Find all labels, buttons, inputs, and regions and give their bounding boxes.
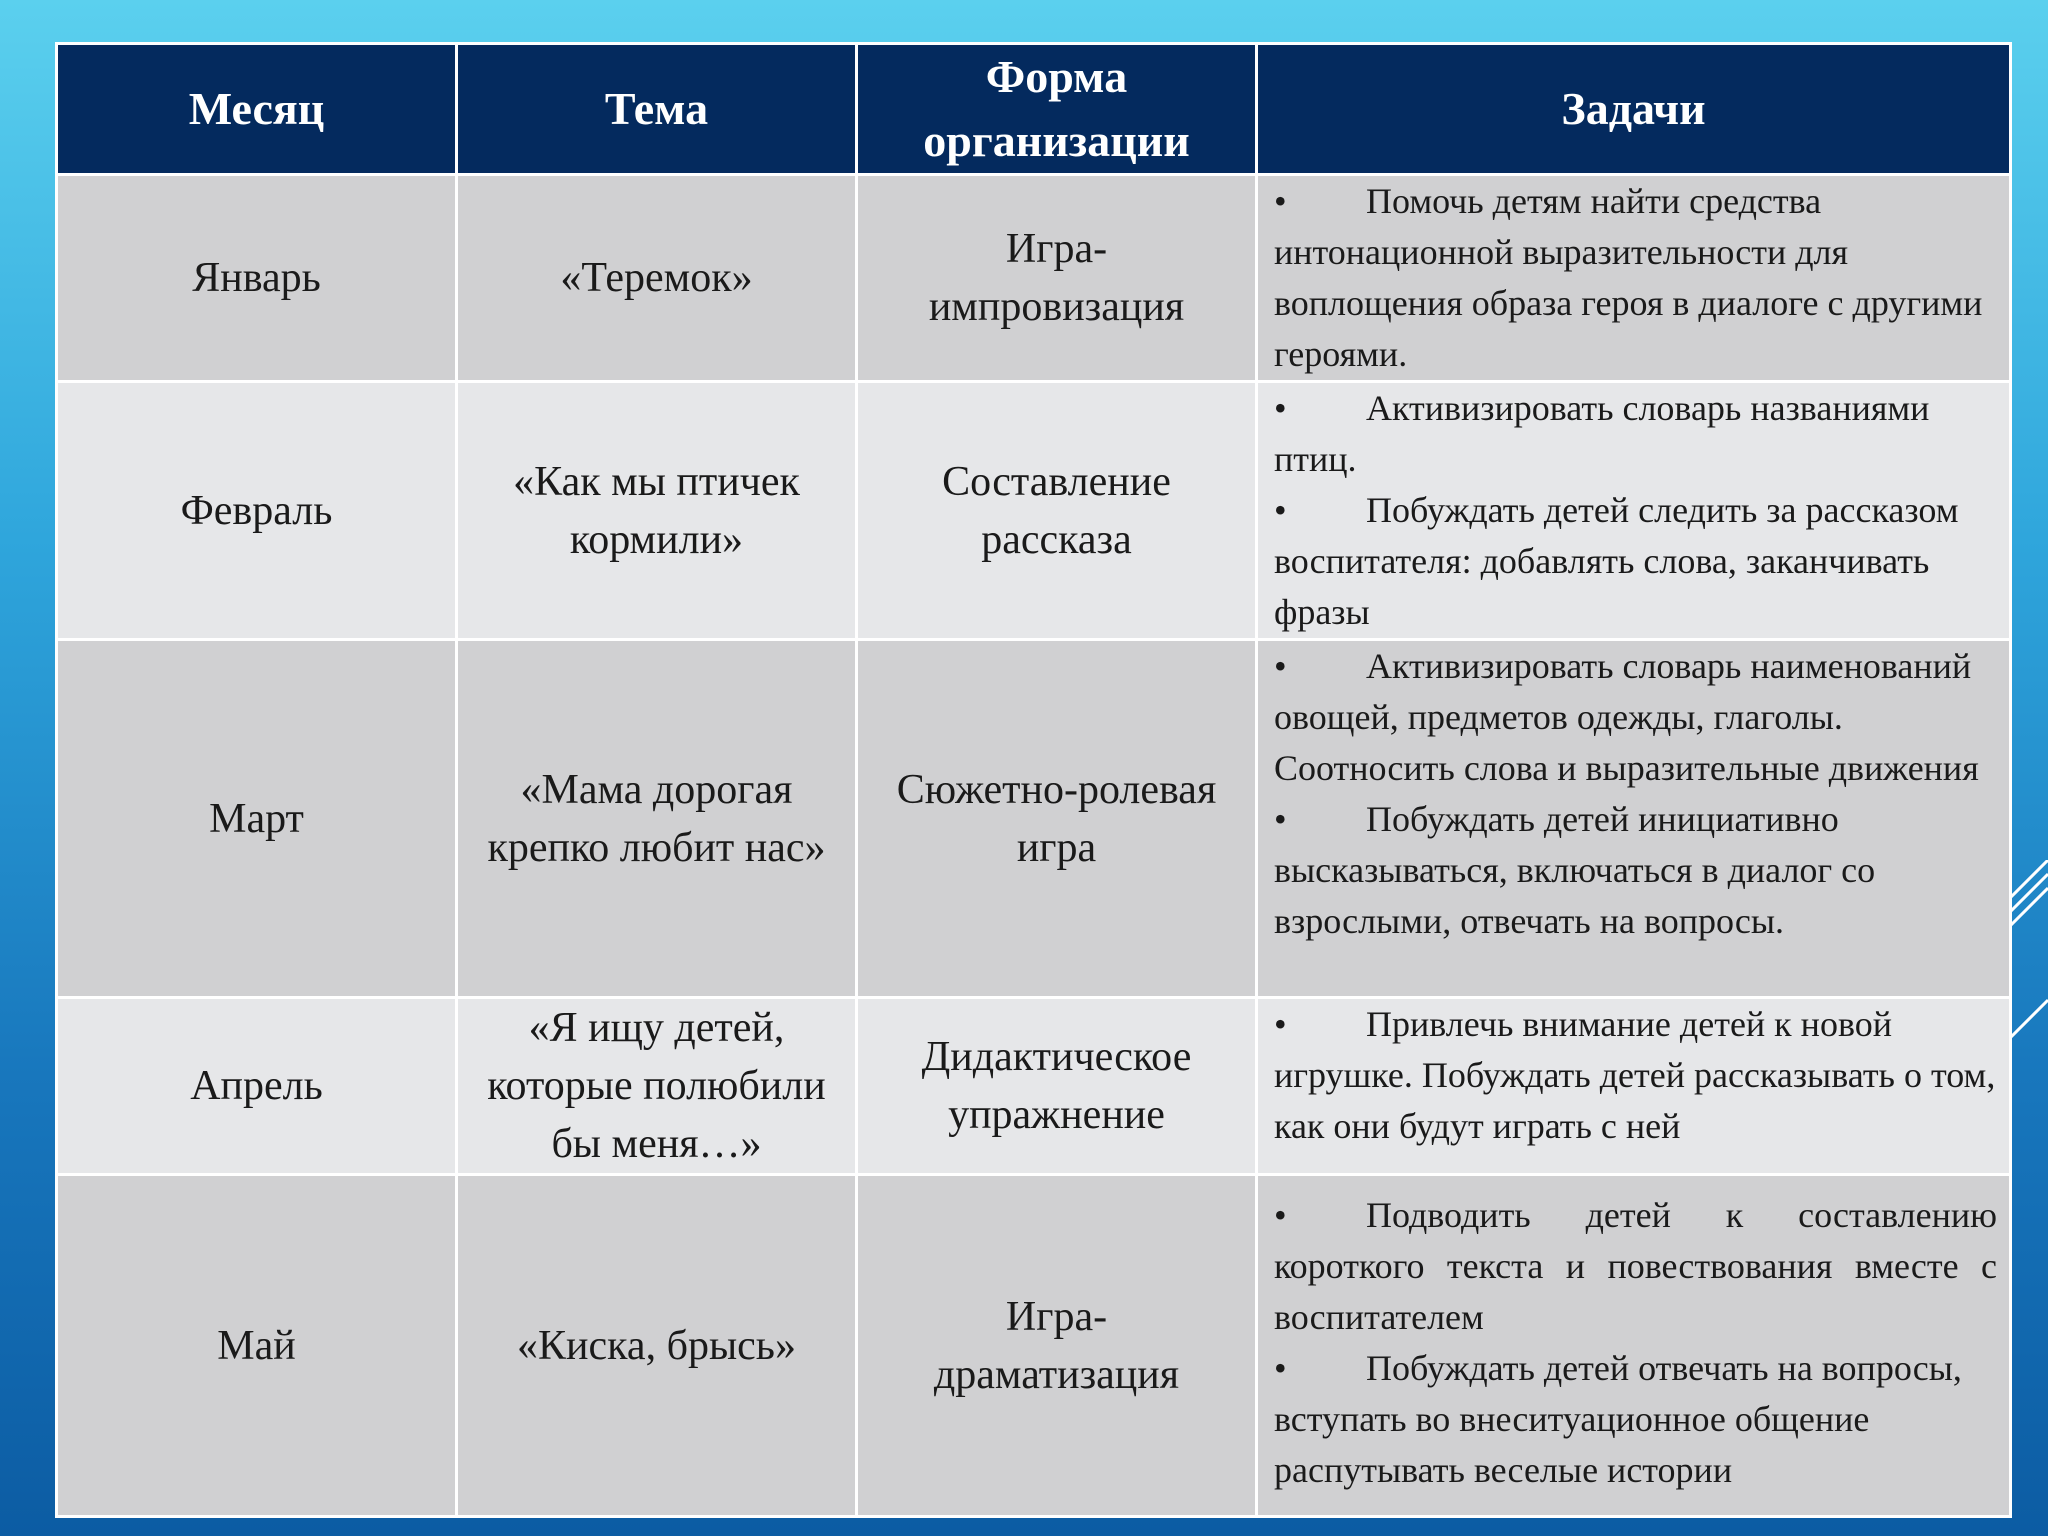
- table-row: [57, 382, 2011, 640]
- table-row: [57, 640, 2011, 998]
- bullet-icon: •: [1274, 1004, 1287, 1044]
- theme-cell: «Мама дорогая крепко любит нас»: [457, 640, 857, 998]
- form-cell: Составление рассказа: [857, 382, 1257, 640]
- month-cell: Февраль: [57, 382, 457, 640]
- table-row: [57, 175, 2011, 382]
- bullet-icon: •: [1274, 490, 1287, 530]
- theme-cell: «Я ищу детей, которые полюбили бы меня…»: [457, 998, 857, 1175]
- task-item: • Побуждать детей инициативно высказываться, включаться в диалог со взрослыми, отвечать на вопросы.: [1274, 794, 1997, 947]
- month-cell: Май: [57, 1175, 457, 1517]
- tasks-cell: [1257, 640, 2011, 998]
- table-row: [57, 1175, 2011, 1517]
- theme-cell: «Киска, брысь»: [457, 1175, 857, 1517]
- header-form: Форма организации: [857, 44, 1257, 175]
- tasks-cell: [1257, 998, 2011, 1175]
- bullet-icon: •: [1274, 646, 1287, 686]
- task-item: • Активизировать словарь названиями птиц.: [1274, 383, 1997, 485]
- header-theme: Тема: [457, 44, 857, 175]
- form-cell: Игра-импровизация: [857, 175, 1257, 382]
- task-item: • Помочь детям найти средства интонационной выразительности для воплощения образа героя в диалоге с другими героями.: [1274, 176, 1997, 380]
- task-item: • Побуждать детей следить за рассказом воспитателя: добавлять слова, заканчивать фразы: [1274, 485, 1997, 638]
- task-item: • Подводить детей к составлению короткого текста и повествования вместе с воспитателем: [1274, 1190, 1997, 1343]
- task-item: • Побуждать детей отвечать на вопросы, вступать во внеситуационное общение распутывать веселые истории: [1274, 1343, 1997, 1496]
- task-item: • Активизировать словарь наименований овощей, предметов одежды, глаголы. Соотносить слова и выразительные движения: [1274, 641, 1997, 794]
- month-cell: Апрель: [57, 998, 457, 1175]
- month-cell: Январь: [57, 175, 457, 382]
- table-row: [57, 998, 2011, 1175]
- lesson-plan-table: [55, 42, 2012, 1518]
- bullet-icon: •: [1274, 1195, 1287, 1235]
- tasks-cell: [1257, 382, 2011, 640]
- month-cell: Март: [57, 640, 457, 998]
- theme-cell: «Теремок»: [457, 175, 857, 382]
- table-header-row: [57, 44, 2011, 175]
- bullet-icon: •: [1274, 388, 1287, 428]
- header-month: Месяц: [57, 44, 457, 175]
- task-item: • Привлечь внимание детей к новой игрушке. Побуждать детей рассказывать о том, как они будут играть с ней: [1274, 999, 1997, 1152]
- bullet-icon: •: [1274, 1348, 1287, 1388]
- form-cell: Дидактическое упражнение: [857, 998, 1257, 1175]
- tasks-cell: [1257, 1175, 2011, 1517]
- theme-cell: «Как мы птичек кормили»: [457, 382, 857, 640]
- tasks-cell: [1257, 175, 2011, 382]
- form-cell: Игра-драматизация: [857, 1175, 1257, 1517]
- header-tasks: Задачи: [1257, 44, 2011, 175]
- bullet-icon: •: [1274, 181, 1287, 221]
- bullet-icon: •: [1274, 799, 1287, 839]
- form-cell: Сюжетно-ролевая игра: [857, 640, 1257, 998]
